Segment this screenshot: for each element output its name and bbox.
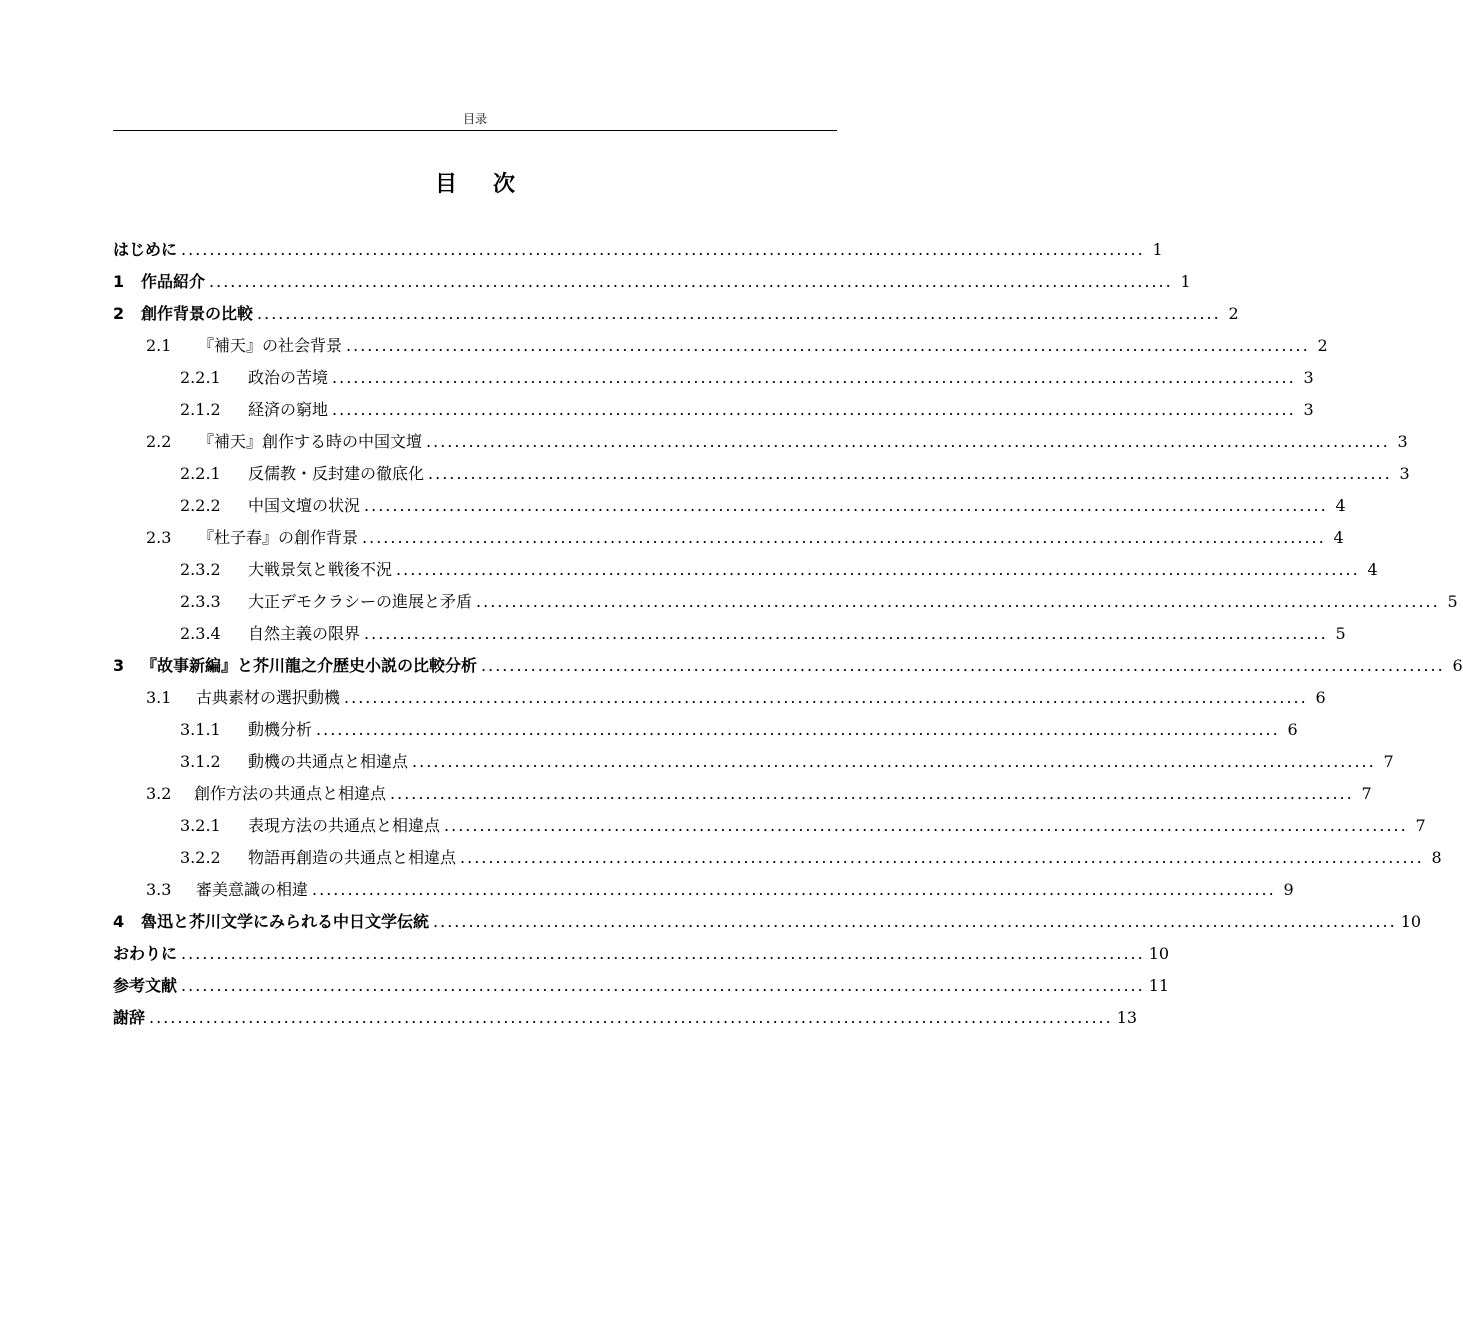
toc-entry-label: 『杜子春』の創作背景 xyxy=(198,528,359,547)
toc-entry-number: 2.3.3 xyxy=(180,592,221,611)
toc-entry-label: 経済の窮地 xyxy=(248,400,329,419)
toc-entry-label: 大正デモクラシーの進展と矛盾 xyxy=(248,592,473,611)
toc-entry-label: 動機の共通点と相違点 xyxy=(248,752,409,771)
toc-entry-3-2-2[interactable] xyxy=(180,843,1442,873)
toc-entry-page: 4 xyxy=(1333,528,1344,547)
toc-dot-leader: ........................................................................................................................................ xyxy=(476,592,1440,611)
toc-dot-leader: ........................................................................................................................................ xyxy=(390,784,1354,803)
toc-entry-page: 3 xyxy=(1397,432,1408,451)
toc-entry-page: 6 xyxy=(1287,720,1298,739)
toc-entry-label: はじめに xyxy=(113,240,178,259)
toc-entry-2-3-2[interactable] xyxy=(180,555,1378,585)
toc-entry-number: 3.3 xyxy=(146,880,172,899)
toc-dot-leader: ........................................................................................................................................ xyxy=(181,240,1145,259)
toc-entry-2-1[interactable] xyxy=(146,331,1328,361)
toc-entry-2[interactable] xyxy=(113,299,1239,329)
toc-dot-leader: ........................................................................................................................................ xyxy=(433,912,1397,931)
toc-dot-leader: ........................................................................................................................................ xyxy=(209,272,1173,291)
toc-entry-label: 創作背景の比較 xyxy=(141,304,254,323)
toc-entry-page: 3 xyxy=(1399,464,1410,483)
toc-entry-3-1[interactable] xyxy=(146,683,1326,713)
toc-entry-page: 9 xyxy=(1283,880,1294,899)
toc-entry-page: 3 xyxy=(1303,400,1314,419)
toc-entry-2-2-1-a[interactable] xyxy=(180,363,1314,393)
toc-entry-3-1-1[interactable] xyxy=(180,715,1298,745)
toc-dot-leader: ........................................................................................................................................ xyxy=(362,528,1326,547)
toc-entry-number: 3.2.1 xyxy=(180,816,221,835)
toc-dot-leader: ........................................................................................................................................ xyxy=(428,464,1392,483)
toc-entry-number: 2.2.1 xyxy=(180,464,221,483)
toc-entry-page: 1 xyxy=(1180,272,1191,291)
toc-entry-3-3[interactable] xyxy=(146,875,1294,905)
toc-entry-label: 物語再創造の共通点と相違点 xyxy=(248,848,457,867)
toc-entry-number: 4 xyxy=(113,912,125,931)
toc-entry-label: 大戦景気と戦後不況 xyxy=(248,560,393,579)
toc-dot-leader: ........................................................................................................................................ xyxy=(481,656,1445,675)
toc-entry-page: 13 xyxy=(1116,1008,1138,1027)
toc-entry-page: 5 xyxy=(1447,592,1458,611)
toc-entry-references[interactable] xyxy=(113,971,1170,1001)
toc-entry-page: 7 xyxy=(1383,752,1394,771)
toc-dot-leader: ........................................................................................................................................ xyxy=(312,880,1276,899)
toc-entry-label: 古典素材の選択動機 xyxy=(196,688,341,707)
toc-dot-leader: ........................................................................................................................................ xyxy=(181,976,1145,995)
toc-entry-number: 3 xyxy=(113,656,125,675)
toc-entry-label: 魯迅と芥川文学にみられる中日文学伝統 xyxy=(141,912,430,931)
toc-entry-label: 自然主義の限界 xyxy=(248,624,361,643)
toc-dot-leader: ........................................................................................................................................ xyxy=(344,688,1308,707)
toc-entry-label: 『故事新編』と芥川龍之介歴史小説の比較分析 xyxy=(141,656,478,675)
toc-entry-2-3-4[interactable] xyxy=(180,619,1346,649)
page-header xyxy=(113,110,837,131)
toc-dot-leader: ........................................................................................................................................ xyxy=(257,304,1221,323)
toc-entry-number: 3.2 xyxy=(146,784,172,803)
toc-entry-page: 10 xyxy=(1148,944,1170,963)
toc-entry-label: 審美意識の相違 xyxy=(196,880,309,899)
toc-entry-page: 3 xyxy=(1303,368,1314,387)
toc-entry-label: 中国文壇の状況 xyxy=(248,496,361,515)
toc-entry-number: 2.1.2 xyxy=(180,400,221,419)
toc-entry-label: 動機分析 xyxy=(248,720,313,739)
toc-entry-3-1-2[interactable] xyxy=(180,747,1394,777)
toc-entry-label: 創作方法の共通点と相違点 xyxy=(194,784,387,803)
toc-entry-page: 4 xyxy=(1335,496,1346,515)
toc-entry-2-2-2[interactable] xyxy=(180,491,1346,521)
toc-dot-leader: ........................................................................................................................................ xyxy=(332,400,1296,419)
toc-dot-leader: ........................................................................................................................................ xyxy=(181,944,1145,963)
toc-entry-2-3[interactable] xyxy=(146,523,1344,553)
toc-entry-2-2-1-b[interactable] xyxy=(180,459,1410,489)
toc-entry-page: 4 xyxy=(1367,560,1378,579)
toc-entry-1[interactable] xyxy=(113,267,1191,297)
toc-dot-leader: ........................................................................................................................................ xyxy=(396,560,1360,579)
toc-entry-2-2[interactable] xyxy=(146,427,1408,457)
toc-entry-label: 参考文献 xyxy=(113,976,178,995)
toc-entry-number: 2.3 xyxy=(146,528,172,547)
header-text: 目录 xyxy=(462,112,487,126)
page-title: 目次 xyxy=(434,172,551,197)
toc-entry-page: 1 xyxy=(1152,240,1163,259)
toc-entry-page: 2 xyxy=(1317,336,1328,355)
toc-dot-leader: ........................................................................................................................................ xyxy=(364,624,1328,643)
toc-entry-number: 2.2.1 xyxy=(180,368,221,387)
toc-dot-leader: ........................................................................................................................................ xyxy=(426,432,1390,451)
toc-entry-number: 3.1.2 xyxy=(180,752,221,771)
toc-entry-number: 3.1 xyxy=(146,688,172,707)
toc-entry-number: 2 xyxy=(113,304,125,323)
toc-entry-hajimeni[interactable] xyxy=(113,235,1163,265)
toc-entry-label: 謝辞 xyxy=(113,1008,146,1027)
toc-entry-number: 2.1 xyxy=(146,336,172,355)
toc-entry-page: 8 xyxy=(1431,848,1442,867)
toc-entry-number: 3.1.1 xyxy=(180,720,221,739)
toc-entry-number: 2.3.4 xyxy=(180,624,221,643)
toc-entry-label: 反儒教・反封建の徹底化 xyxy=(248,464,425,483)
toc-entry-page: 10 xyxy=(1400,912,1422,931)
toc-entry-page: 2 xyxy=(1228,304,1239,323)
toc-entry-2-1-2[interactable] xyxy=(180,395,1314,425)
toc-entry-page: 11 xyxy=(1148,976,1170,995)
toc-entry-number: 2.2.2 xyxy=(180,496,221,515)
toc-entry-page: 5 xyxy=(1335,624,1346,643)
toc-dot-leader: ........................................................................................................................................ xyxy=(346,336,1310,355)
toc-entry-3-2[interactable] xyxy=(146,779,1372,809)
toc-entry-number: 1 xyxy=(113,272,125,291)
toc-entry-label: 『補天』創作する時の中国文壇 xyxy=(198,432,423,451)
toc-entry-2-3-3[interactable] xyxy=(180,587,1458,617)
toc-entry-label: 政治の苦境 xyxy=(248,368,329,387)
toc-entry-page: 6 xyxy=(1452,656,1463,675)
toc-entry-page: 6 xyxy=(1315,688,1326,707)
toc-dot-leader: ........................................................................................................................................ xyxy=(316,720,1280,739)
toc-entry-owarini[interactable] xyxy=(113,939,1170,969)
toc-entry-page: 7 xyxy=(1415,816,1426,835)
toc-entry-number: 3.2.2 xyxy=(180,848,221,867)
toc-entry-label: おわりに xyxy=(113,944,178,963)
toc-dot-leader: ........................................................................................................................................ xyxy=(460,848,1424,867)
toc-dot-leader: ........................................................................................................................................ xyxy=(149,1008,1113,1027)
toc-entry-number: 2.2 xyxy=(146,432,172,451)
toc-dot-leader: ........................................................................................................................................ xyxy=(444,816,1408,835)
toc-entry-3[interactable] xyxy=(113,651,1463,681)
toc-dot-leader: ........................................................................................................................................ xyxy=(364,496,1328,515)
toc-entry-label: 作品紹介 xyxy=(141,272,206,291)
toc-entry-4[interactable] xyxy=(113,907,1422,937)
toc-entry-number: 2.3.2 xyxy=(180,560,221,579)
toc-entry-3-2-1[interactable] xyxy=(180,811,1426,841)
toc-dot-leader: ........................................................................................................................................ xyxy=(332,368,1296,387)
toc-dot-leader: ........................................................................................................................................ xyxy=(412,752,1376,771)
toc-entry-label: 表現方法の共通点と相違点 xyxy=(248,816,441,835)
toc-entry-page: 7 xyxy=(1361,784,1372,803)
toc-entry-label: 『補天』の社会背景 xyxy=(198,336,343,355)
toc-entry-acknowledgments[interactable] xyxy=(113,1003,1138,1033)
